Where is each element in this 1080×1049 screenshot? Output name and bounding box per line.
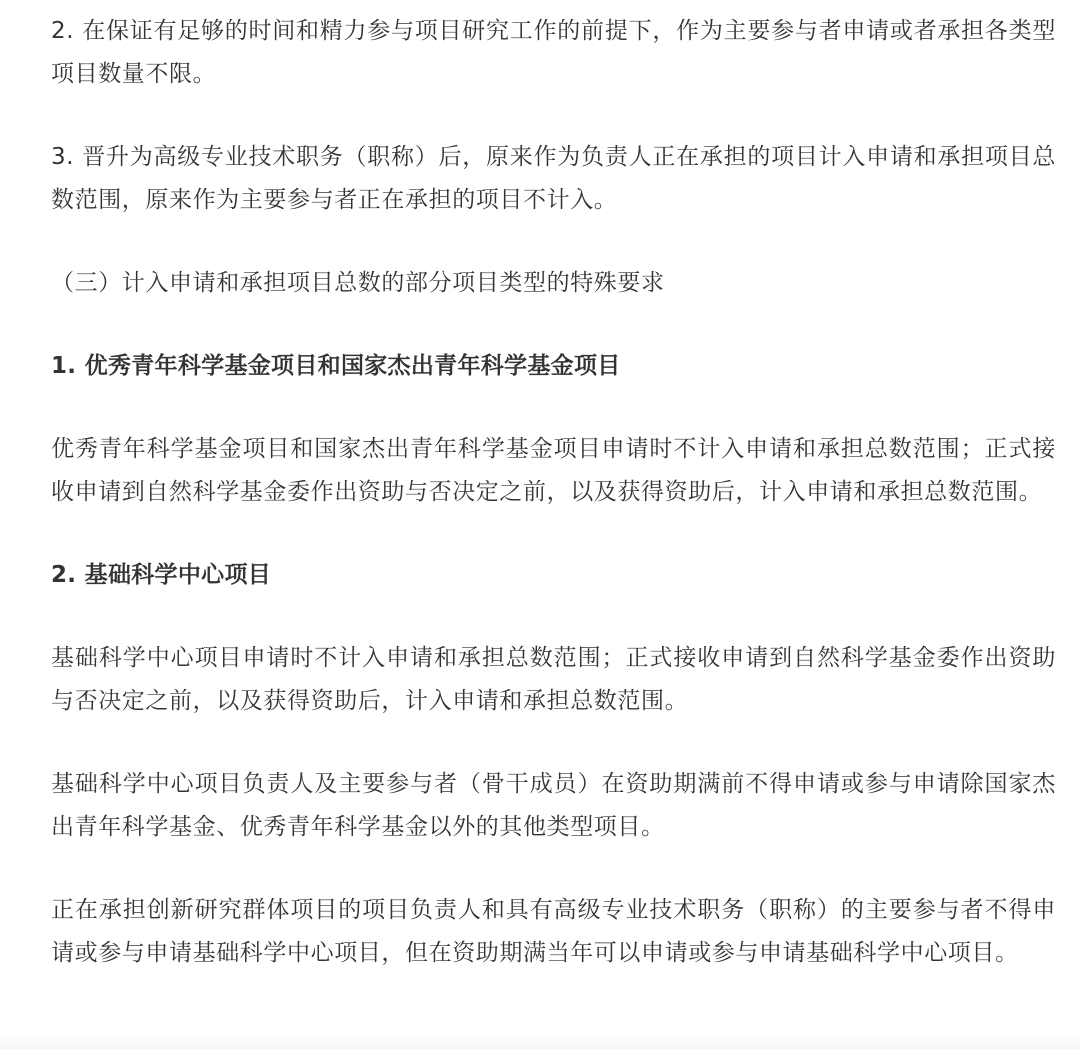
paragraph-science-center-3: 正在承担创新研究群体项目的项目负责人和具有高级专业技术职务（职称）的主要参与者不得申请或参与申请基础科学中心项目，但在资助期满当年可以申请或参与申请基础科学中心项目。 — [51, 897, 1056, 966]
section-heading-science-center: 2. 基础科学中心项目 — [51, 562, 272, 588]
paragraph-item-2: 2. 在保证有足够的时间和精力参与项目研究工作的前提下，作为主要参与者申请或者承担各类型项目数量不限。 — [51, 18, 1056, 87]
paragraph-science-center-2: 基础科学中心项目负责人及主要参与者（骨干成员）在资助期满前不得申请或参与申请除国家杰出青年科学基金、优秀青年科学基金以外的其他类型项目。 — [51, 771, 1056, 840]
paragraph-item-3: 3. 晋升为高级专业技术职务（职称）后，原来作为负责人正在承担的项目计入申请和承担项目总数范围，原来作为主要参与者正在承担的项目不计入。 — [51, 144, 1056, 213]
paragraph-science-center-1: 基础科学中心项目申请时不计入申请和承担总数范围；正式接收申请到自然科学基金委作出资助与否决定之前，以及获得资助后，计入申请和承担总数范围。 — [51, 645, 1056, 714]
paragraph-youth-fund: 优秀青年科学基金项目和国家杰出青年科学基金项目申请时不计入申请和承担总数范围；正式接收申请到自然科学基金委作出资助与否决定之前，以及获得资助后，计入申请和承担总数范围。 — [51, 436, 1056, 505]
bottom-edge-shade — [0, 1035, 1080, 1049]
section-heading-youth-fund: 1. 优秀青年科学基金项目和国家杰出青年科学基金项目 — [51, 353, 621, 379]
section-subtitle: （三）计入申请和承担项目总数的部分项目类型的特殊要求 — [51, 270, 665, 296]
